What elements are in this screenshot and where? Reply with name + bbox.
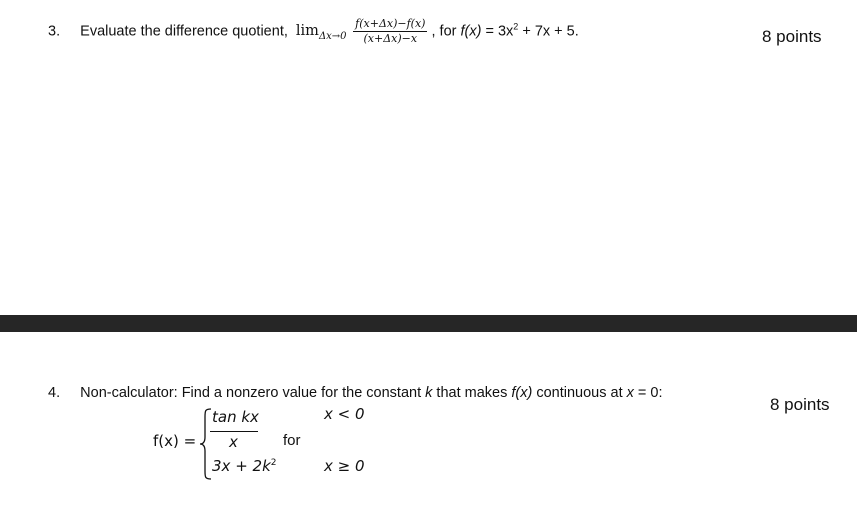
limit-subscript: Δx→0 (318, 31, 347, 43)
problem-3-number: 3. (48, 23, 61, 40)
problem-4-prompt-c: continuous at (532, 385, 627, 401)
exponent: 2 (513, 21, 519, 32)
difference-quotient-fraction (353, 18, 427, 45)
fraction-numerator: f(x+Δx)−f(x) (353, 18, 427, 32)
limit-symbol: lim (295, 23, 319, 40)
for-text: , for (431, 23, 461, 40)
piecewise-function-label: f(x) = (153, 432, 197, 450)
case1-fraction-bar (210, 431, 258, 432)
problem-4-number: 4. (48, 385, 61, 401)
problem-4-prompt-d: = 0: (633, 385, 663, 401)
problem-3 (48, 18, 579, 45)
left-brace (199, 407, 213, 481)
function-name: f(x) (460, 23, 482, 40)
fraction-denominator: (x+Δx)−x (363, 32, 418, 46)
variable-x: x (626, 385, 634, 401)
case2-exponent: 2 (270, 458, 277, 468)
problem-3-prompt: Evaluate the difference quotient, (80, 23, 288, 40)
problem-4-points: 8 points (770, 395, 830, 414)
case1-numerator: tan kx (212, 408, 259, 426)
case2-condition: x ≥ 0 (324, 457, 365, 475)
problem-4-prompt-a: Non-calculator: Find a nonzero value for the constant (80, 385, 426, 401)
for-word: for (283, 432, 301, 449)
problem-3-points: 8 points (762, 27, 822, 46)
problem-4 (48, 385, 663, 401)
section-divider (0, 315, 857, 332)
case2-expression (212, 457, 277, 475)
problem-4-prompt-b: that makes (432, 385, 512, 401)
function-eq-part2: + 7x + 5. (518, 23, 579, 40)
case1-condition: x < 0 (324, 405, 365, 423)
case1-denominator: x (229, 433, 238, 451)
function-eq-part1: = 3x (481, 23, 514, 40)
function-name: f(x) (511, 385, 533, 401)
case2-expr-text: 3x + 2k (212, 457, 271, 475)
constant-k: k (425, 385, 433, 401)
